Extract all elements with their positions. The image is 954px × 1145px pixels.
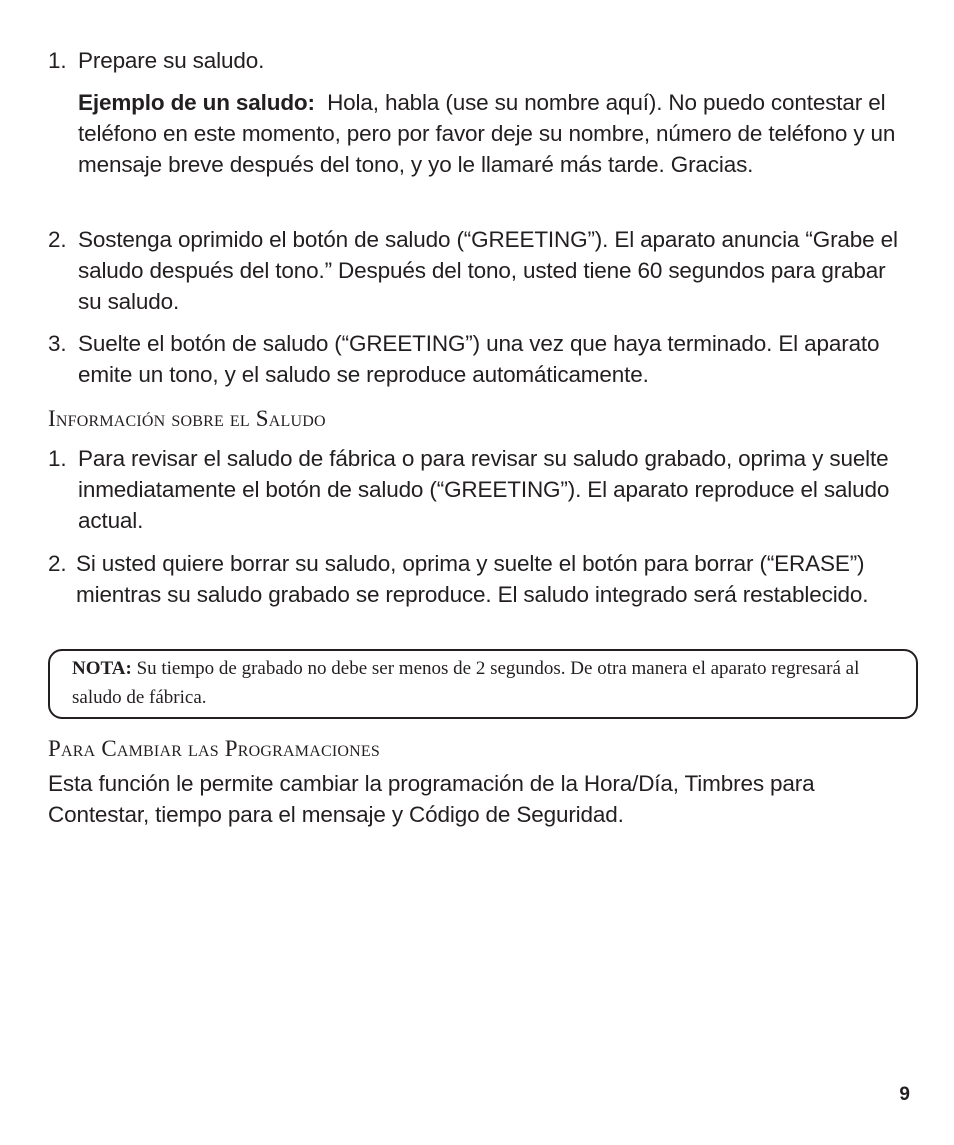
section-heading-settings: Para Cambiar las Programaciones xyxy=(48,736,380,761)
step-text: Para revisar el saludo de fábrica o para revisar su saludo grabado, oprima y suelte inmediatamente el botón de saludo (“GREETING”). El aparato reproduce el saludo actual. xyxy=(78,446,890,533)
step-2 xyxy=(48,224,908,317)
section-heading-info: Información sobre el Saludo xyxy=(48,406,326,431)
step-number: 3. xyxy=(48,331,67,356)
step-number: 2. xyxy=(48,551,67,576)
step-number: 1. xyxy=(48,446,67,471)
page-number: 9 xyxy=(899,1084,910,1105)
example-text: Hola, habla (use su nombre aquí). No puedo contestar el teléfono en este momento, pero por favor deje su nombre, número de teléfono y un mensaje breve después del tono, y yo le llamaré más tarde. Gracias. xyxy=(78,90,896,177)
step-3 xyxy=(48,328,908,390)
step-number: 1. xyxy=(48,48,67,73)
note-label: NOTA: xyxy=(72,658,132,679)
step-text: Suelte el botón de saludo (“GREETING”) una vez que haya terminado. El aparato emite un tono, y el saludo se reproduce automáticamente. xyxy=(78,331,880,387)
step-text: Prepare su saludo. xyxy=(78,48,265,73)
step-text: Sostenga oprimido el botón de saludo (“GREETING”). El aparato anuncia “Grabe el saludo después del tono.” Después del tono, usted tiene 60 segundos para grabar su saludo. xyxy=(78,227,898,314)
settings-description: Esta función le permite cambiar la programación de la Hora/Día, Timbres para Contestar, tiempo para el mensaje y Código de Seguridad. xyxy=(48,771,815,827)
info-step-1 xyxy=(48,443,908,536)
step-text: Si usted quiere borrar su saludo, oprima y suelte el botón para borrar (“ERASE”) mientras su saludo grabado se reproduce. El saludo integrado será restablecido. xyxy=(76,551,869,607)
step-1 xyxy=(48,45,908,76)
info-step-2 xyxy=(48,548,908,610)
note-text: Su tiempo de grabado no debe ser menos de 2 segundos. De otra manera el aparato regresará al saludo de fábrica. xyxy=(72,658,860,708)
example-label: Ejemplo de un saludo: xyxy=(78,90,315,115)
note-box xyxy=(48,649,918,719)
step-number: 2. xyxy=(48,227,67,252)
greeting-example xyxy=(78,87,908,180)
